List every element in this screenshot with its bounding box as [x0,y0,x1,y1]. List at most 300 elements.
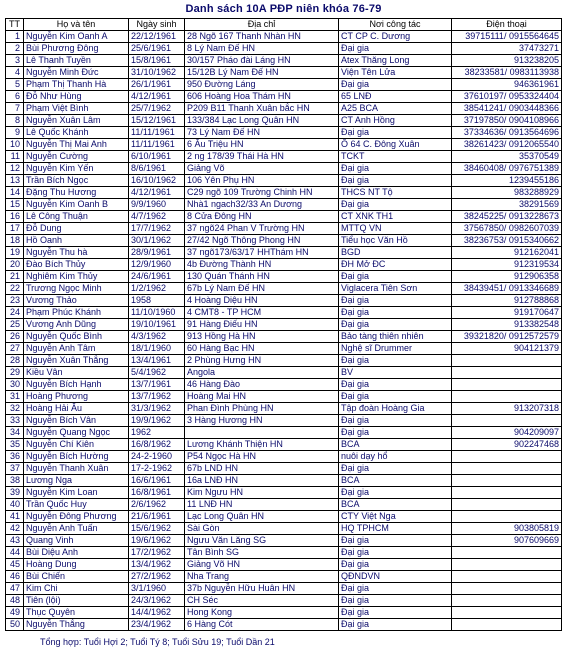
cell-workplace: Đại gia [339,547,452,559]
cell-tt: 22 [6,283,24,295]
cell-address: 16a LNĐ HN [185,475,339,487]
cell-tt: 48 [6,595,24,607]
cell-phone: 983288929 [452,187,562,199]
cell-name: Bùi Phương Đông [24,43,129,55]
cell-birthdate: 13/7/1961 [129,379,185,391]
cell-address: P209 B11 Thanh Xuân bắc HN [185,103,339,115]
cell-phone [452,511,562,523]
cell-workplace: Đại gia [339,163,452,175]
cell-address: Phan Đình Phùng HN [185,403,339,415]
header-tt: TT [6,19,24,31]
cell-name: Đào Bích Thủy [24,259,129,271]
cell-phone: 38541241/ 0903448366 [452,103,562,115]
table-row [6,127,562,139]
table-row [6,283,562,295]
cell-workplace: Viglacera Tiên Sơn [339,283,452,295]
cell-name: Hồ Oanh [24,235,129,247]
cell-address: 133/384 Lạc Long Quân HN [185,115,339,127]
cell-workplace: Đại gia [339,307,452,319]
cell-birthdate: 17/7/1962 [129,223,185,235]
cell-address: CH Séc [185,595,339,607]
cell-phone: 913238205 [452,55,562,67]
cell-name: Nguyễn Anh Tâm [24,343,129,355]
cell-birthdate: 19/9/1962 [129,415,185,427]
table-row [6,43,562,55]
cell-name: Nguyễn Cường [24,151,129,163]
header-workplace: Nơi công tác [339,19,452,31]
cell-address: Ngưu Văn Lăng SG [185,535,339,547]
cell-address: Hoàng Mai HN [185,391,339,403]
cell-name: Đỗ Dung [24,223,129,235]
cell-tt: 15 [6,199,24,211]
cell-name: Hoàng Hải Âu [24,403,129,415]
cell-workplace: MTTQ VN [339,223,452,235]
cell-tt: 19 [6,247,24,259]
cell-name: Nguyễn Quốc Bình [24,331,129,343]
cell-address: 4b Đường Thành HN [185,259,339,271]
cell-workplace: Tiểu học Văn Hồ [339,235,452,247]
cell-birthdate: 13/4/1962 [129,559,185,571]
cell-address: 130 Quán Thánh HN [185,271,339,283]
cell-name: Nguyễn Thu hà [24,247,129,259]
cell-address: Giảng Võ HN [185,559,339,571]
cell-tt: 38 [6,475,24,487]
cell-phone: 912906358 [452,271,562,283]
cell-name: Phạm Thị Thanh Hà [24,79,129,91]
cell-workplace: Đại gia [339,463,452,475]
cell-phone: 38233581/ 0983113938 [452,67,562,79]
table-row [6,307,562,319]
table-row [6,583,562,595]
cell-tt: 45 [6,559,24,571]
cell-address: 60 Hàng Bạc HN [185,343,339,355]
table-row [6,55,562,67]
cell-name: Nguyễn Kim Yến [24,163,129,175]
cell-workplace: BCA [339,475,452,487]
table-row [6,163,562,175]
cell-phone: 38439451/ 0913346689 [452,283,562,295]
cell-birthdate: 24/6/1961 [129,271,185,283]
cell-phone: 38261423/ 0912065540 [452,139,562,151]
cell-tt: 29 [6,367,24,379]
cell-phone [452,391,562,403]
table-row [6,535,562,547]
cell-birthdate: 15/6/1962 [129,523,185,535]
cell-tt: 36 [6,451,24,463]
cell-tt: 6 [6,91,24,103]
cell-workplace: Đại gia [339,43,452,55]
cell-workplace: Đại gia [339,415,452,427]
cell-address: Lạc Long Quân HN [185,511,339,523]
cell-tt: 50 [6,619,24,631]
cell-phone [452,559,562,571]
cell-address: 37 ngõ173/63/17 HHThám HN [185,247,339,259]
cell-name: Trương Ngọc Minh [24,283,129,295]
cell-phone [452,415,562,427]
cell-tt: 17 [6,223,24,235]
cell-tt: 1 [6,31,24,43]
cell-birthdate: 3/1/1960 [129,583,185,595]
cell-phone: 38245225/ 0913228673 [452,211,562,223]
cell-birthdate: 11/11/1961 [129,127,185,139]
cell-tt: 18 [6,235,24,247]
cell-name: Kim Chi [24,583,129,595]
cell-address: 11 LNĐ HN [185,499,339,511]
cell-workplace: Đại gia [339,199,452,211]
table-row [6,199,562,211]
cell-birthdate: 4/7/1962 [129,211,185,223]
cell-workplace: nuôi dạy hổ [339,451,452,463]
cell-address: Sài Gòn [185,523,339,535]
cell-name: Nguyễn Thanh Xuân [24,463,129,475]
cell-birthdate: 16/6/1961 [129,475,185,487]
cell-name: Bùi Chiến [24,571,129,583]
cell-birthdate: 24-2-1960 [129,451,185,463]
cell-name: Nguyễn Quang Ngọc [24,427,129,439]
cell-birthdate: 4/12/1961 [129,187,185,199]
cell-tt: 44 [6,547,24,559]
summary-footer: Tổng hợp: Tuổi Hợi 2; Tuổi Tý 8; Tuổi Sửu 19; Tuổi Dần 21 [40,637,275,647]
cell-tt: 2 [6,43,24,55]
cell-address: 8 Cửa Đông HN [185,211,339,223]
table-row [6,223,562,235]
cell-tt: 31 [6,391,24,403]
header-birthdate: Ngày sinh [129,19,185,31]
cell-birthdate: 13/4/1961 [129,355,185,367]
cell-phone: 912788868 [452,295,562,307]
cell-phone: 904121379 [452,343,562,355]
cell-name: Nguyễn Bích Vân [24,415,129,427]
cell-workplace: CT CP C. Dương [339,31,452,43]
cell-address: 91 Hàng Điếu HN [185,319,339,331]
cell-tt: 37 [6,463,24,475]
cell-tt: 23 [6,295,24,307]
cell-workplace: Atex Thăng Long [339,55,452,67]
cell-workplace: TCKT [339,151,452,163]
cell-address: 2 ng 178/39 Thái Hà HN [185,151,339,163]
table-row [6,619,562,631]
cell-name: Nguyễn Anh Tuấn [24,523,129,535]
cell-address: Nha Trang [185,571,339,583]
cell-birthdate: 23/4/1962 [129,619,185,631]
cell-phone [452,619,562,631]
cell-name: Nguyễn Bích Hạnh [24,379,129,391]
cell-birthdate: 16/8/1962 [129,439,185,451]
cell-name: Nguyễn Kim Oanh A [24,31,129,43]
cell-tt: 43 [6,535,24,547]
cell-address: 950 Đường Láng [185,79,339,91]
cell-phone [452,379,562,391]
cell-birthdate: 15/8/1961 [129,55,185,67]
cell-name: Nguyễn Kim Loan [24,487,129,499]
cell-workplace: Đại gia [339,271,452,283]
cell-name: Thục Quyên [24,607,129,619]
cell-tt: 7 [6,103,24,115]
cell-workplace: Đại gia [339,619,452,631]
cell-tt: 47 [6,583,24,595]
cell-name: Tiên (lội) [24,595,129,607]
cell-name: Phạm Việt Bình [24,103,129,115]
cell-name: Nguyễn Thị Mai Anh [24,139,129,151]
cell-workplace: Tập đoàn Hoàng Gia [339,403,452,415]
cell-address: 37b Nguyễn Hữu Huân HN [185,583,339,595]
table-row [6,607,562,619]
table-row [6,475,562,487]
cell-tt: 13 [6,175,24,187]
cell-address: Tân Bình SG [185,547,339,559]
cell-phone: 39321820/ 0912572579 [452,331,562,343]
cell-birthdate: 4/12/1961 [129,91,185,103]
cell-workplace: ĐH Mở ĐC [339,259,452,271]
cell-workplace: CT Anh Hồng [339,115,452,127]
table-row [6,487,562,499]
cell-workplace: QĐNDVN [339,571,452,583]
cell-workplace: Đại gia [339,535,452,547]
cell-workplace: Đại gia [339,391,452,403]
table-row [6,463,562,475]
cell-workplace: CTY Việt Nga [339,511,452,523]
cell-birthdate: 28/9/1961 [129,247,185,259]
table-row [6,595,562,607]
table-row [6,415,562,427]
cell-tt: 3 [6,55,24,67]
table-row [6,379,562,391]
cell-tt: 42 [6,523,24,535]
cell-birthdate: 17-2-1962 [129,463,185,475]
cell-name: Trần Quốc Huy [24,499,129,511]
cell-birthdate: 13/7/1962 [129,391,185,403]
table-row [6,151,562,163]
cell-name: Lê Thanh Tuyền [24,55,129,67]
cell-phone: 919170647 [452,307,562,319]
table-row [6,343,562,355]
table-row [6,247,562,259]
cell-name: Hoàng Dung [24,559,129,571]
cell-name: Nghiêm Kim Thủy [24,271,129,283]
cell-name: Đặng Thu Hương [24,187,129,199]
cell-tt: 8 [6,115,24,127]
cell-phone [452,451,562,463]
cell-phone: 38291569 [452,199,562,211]
table-row [6,115,562,127]
cell-name: Hoàng Phương [24,391,129,403]
cell-address: C29 ngõ 109 Trường Chinh HN [185,187,339,199]
cell-tt: 27 [6,343,24,355]
table-row [6,523,562,535]
table-row [6,403,562,415]
cell-phone: 904209097 [452,427,562,439]
cell-workplace: Đại gia [339,427,452,439]
cell-workplace: Bảo tàng thiên nhiên [339,331,452,343]
cell-birthdate: 11/10/1960 [129,307,185,319]
cell-birthdate: 16/8/1961 [129,487,185,499]
cell-tt: 32 [6,403,24,415]
cell-workplace: 65 LNĐ [339,91,452,103]
cell-birthdate: 19/6/1962 [129,535,185,547]
cell-birthdate: 9/9/1960 [129,199,185,211]
cell-name: Nguyễn Bích Hường [24,451,129,463]
cell-name: Nguyễn Thắng [24,619,129,631]
cell-address: 37 ngõ24 Phan V Trường HN [185,223,339,235]
cell-address: 30/157 Pháo đài Láng HN [185,55,339,67]
table-row [6,295,562,307]
cell-phone [452,583,562,595]
class-list-table [5,18,562,631]
cell-birthdate: 1/2/1962 [129,283,185,295]
cell-address: 4 CMT8 - TP HCM [185,307,339,319]
cell-tt: 40 [6,499,24,511]
cell-address: 606 Hoàng Hoa Thám HN [185,91,339,103]
cell-phone [452,607,562,619]
cell-phone: 37567850/ 0982607039 [452,223,562,235]
cell-address: Hong Kong [185,607,339,619]
cell-birthdate: 6/10/1961 [129,151,185,163]
cell-address: Giảng Võ [185,163,339,175]
cell-tt: 28 [6,355,24,367]
cell-phone: 38236753/ 0915340662 [452,235,562,247]
cell-birthdate: 15/12/1961 [129,115,185,127]
cell-phone [452,571,562,583]
header-phone: Điện thoại [452,19,562,31]
table-row [6,211,562,223]
cell-tt: 12 [6,163,24,175]
table-row [6,355,562,367]
header-name: Họ và tên [24,19,129,31]
cell-workplace: Đại gia [339,487,452,499]
cell-workplace: Đại gia [339,583,452,595]
cell-birthdate: 8/6/1961 [129,163,185,175]
cell-address [185,427,339,439]
cell-birthdate: 26/1/1961 [129,79,185,91]
cell-workplace: Đại gia [339,319,452,331]
cell-name: Trần Bích Ngọc [24,175,129,187]
cell-tt: 34 [6,427,24,439]
cell-birthdate: 12/9/1960 [129,259,185,271]
cell-name: Đỗ Như Hùng [24,91,129,103]
cell-birthdate: 1958 [129,295,185,307]
table-row [6,67,562,79]
cell-address: 73 Lý Nam Đế HN [185,127,339,139]
table-row [6,175,562,187]
cell-birthdate: 5/4/1962 [129,367,185,379]
cell-phone: 903805819 [452,523,562,535]
cell-workplace: Đại gia [339,355,452,367]
cell-birthdate: 19/10/1961 [129,319,185,331]
cell-tt: 25 [6,319,24,331]
cell-workplace: Ô 64 C. Đông Xuân [339,139,452,151]
table-row [6,31,562,43]
cell-tt: 39 [6,487,24,499]
cell-phone: 38460408/ 0976751389 [452,163,562,175]
cell-tt: 11 [6,151,24,163]
cell-birthdate: 18/1/1960 [129,343,185,355]
cell-phone: 37197850/ 0904108966 [452,115,562,127]
table-row [6,511,562,523]
cell-workplace: BCA [339,499,452,511]
cell-workplace: Đại gia [339,79,452,91]
cell-tt: 46 [6,571,24,583]
cell-tt: 33 [6,415,24,427]
cell-phone: 1239455186 [452,175,562,187]
cell-birthdate: 22/12/1961 [129,31,185,43]
cell-phone [452,487,562,499]
cell-workplace: BV [339,367,452,379]
table-row [6,451,562,463]
cell-phone [452,367,562,379]
cell-name: Quang Vinh [24,535,129,547]
cell-phone: 35370549 [452,151,562,163]
cell-phone: 913207318 [452,403,562,415]
cell-birthdate: 2/6/1962 [129,499,185,511]
cell-name: Nguyễn Xuân Thắng [24,355,129,367]
table-row [6,367,562,379]
cell-birthdate: 17/2/1962 [129,547,185,559]
cell-birthdate: 11/11/1961 [129,139,185,151]
cell-phone: 912162041 [452,247,562,259]
cell-address: 913 Hồng Hà HN [185,331,339,343]
cell-workplace: CT XNK TH1 [339,211,452,223]
table-row [6,427,562,439]
cell-address: 3 Hàng Hương HN [185,415,339,427]
cell-name: Nguyễn Xuân Lâm [24,115,129,127]
cell-address: Kim Ngưu HN [185,487,339,499]
cell-workplace: THCS NT Tộ [339,187,452,199]
cell-tt: 16 [6,211,24,223]
cell-birthdate: 31/10/1962 [129,67,185,79]
cell-phone: 37473271 [452,43,562,55]
cell-address: 6 Âu Triệu HN [185,139,339,151]
cell-tt: 30 [6,379,24,391]
cell-tt: 24 [6,307,24,319]
cell-phone [452,595,562,607]
cell-name: Lê Công Thuận [24,211,129,223]
cell-birthdate: 1962 [129,427,185,439]
table-row [6,235,562,247]
cell-address: 28 Ngõ 167 Thanh Nhàn HN [185,31,339,43]
cell-phone [452,355,562,367]
cell-workplace: Nghệ sĩ Drummer [339,343,452,355]
cell-phone: 912319534 [452,259,562,271]
cell-tt: 35 [6,439,24,451]
cell-birthdate: 16/10/1962 [129,175,185,187]
cell-workplace: Đại gia [339,559,452,571]
table-row [6,271,562,283]
cell-workplace: BGD [339,247,452,259]
cell-workplace: Đại gia [339,607,452,619]
cell-address: 106 Yên Phụ HN [185,175,339,187]
table-row [6,259,562,271]
cell-address: Lương Khánh Thiện HN [185,439,339,451]
table-row [6,187,562,199]
cell-phone: 913382548 [452,319,562,331]
cell-phone: 37334636/ 0913564696 [452,127,562,139]
cell-tt: 5 [6,79,24,91]
table-row [6,331,562,343]
cell-birthdate: 14/4/1962 [129,607,185,619]
cell-birthdate: 25/7/1962 [129,103,185,115]
cell-address: Angola [185,367,339,379]
cell-workplace: Đại gia [339,379,452,391]
table-row [6,499,562,511]
table-row [6,547,562,559]
cell-workplace: Đại gia [339,295,452,307]
cell-workplace: Đại gia [339,127,452,139]
table-row [6,139,562,151]
cell-tt: 20 [6,259,24,271]
cell-address: 2 Phùng Hưng HN [185,355,339,367]
table-row [6,559,562,571]
cell-name: Nguyễn Minh Đức [24,67,129,79]
